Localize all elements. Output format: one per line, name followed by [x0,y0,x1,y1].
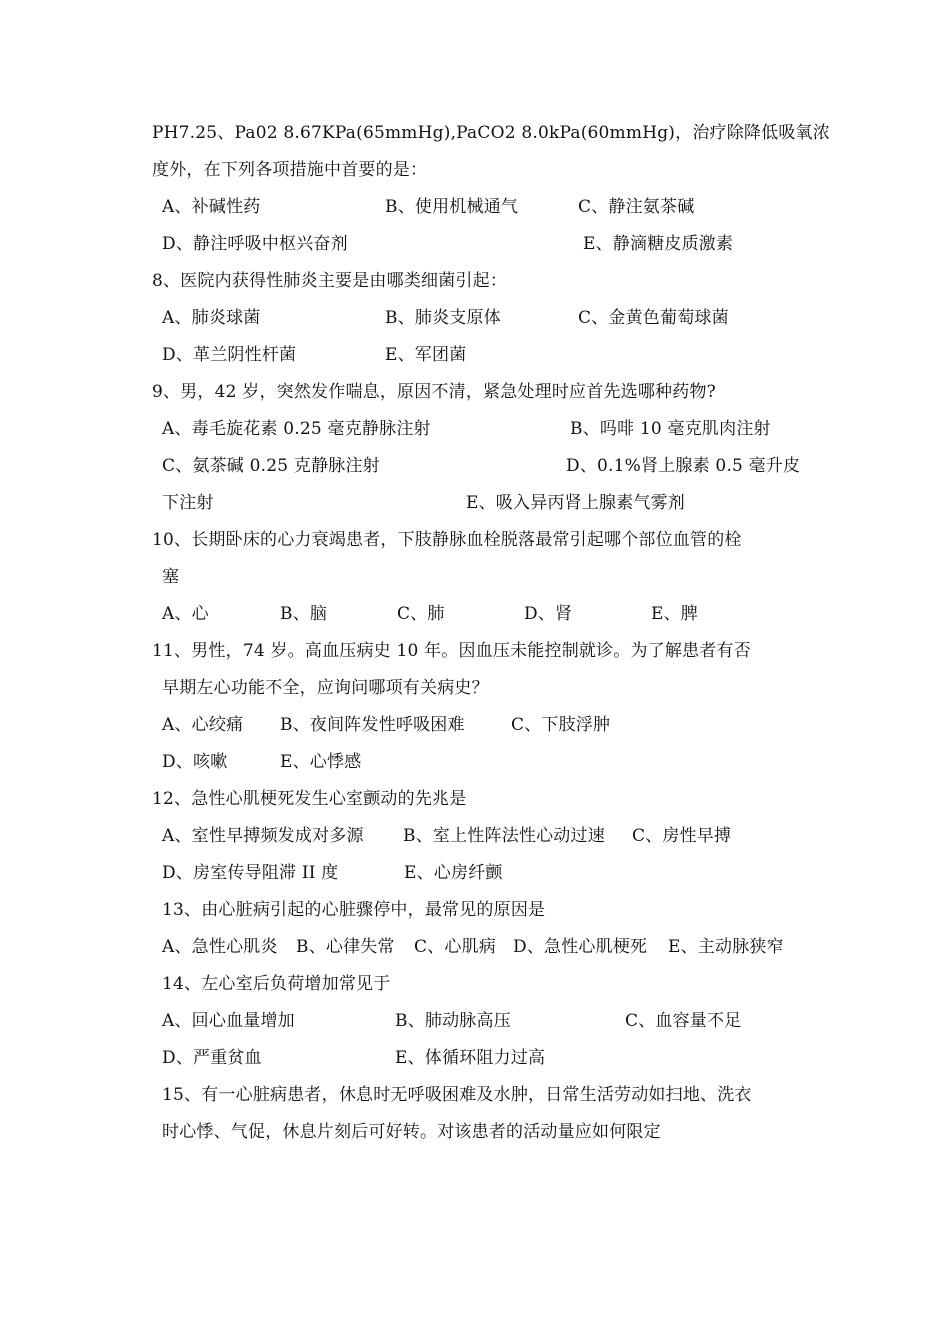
q8-stem: 8、医院内获得性肺炎主要是由哪类细菌引起： [152,271,508,291]
q9-option-c: C、氨茶碱 0.25 克静脉注射 [162,456,380,476]
q11-stem-line1: 11、男性，74 岁。高血压病史 10 年。因血压未能控制就诊。为了解患者有否 [152,641,751,661]
q10-stem-line1: 10、长期卧床的心力衰竭患者，下肢静脉血栓脱落最常引起哪个部位血管的栓 [152,530,742,550]
q11-option-c: C、下肢浮肿 [511,715,611,735]
q9-option-a: A、毒毛旋花素 0.25 毫克静脉注射 [162,419,431,439]
q8-option-b: B、肺炎支原体 [385,308,501,328]
q10-stem-line2: 塞 [162,567,180,587]
q12-option-c: C、房性早搏 [632,826,732,846]
q7-stem-line2: 度外，在下列各项措施中首要的是： [152,160,428,180]
q12-stem: 12、急性心肌梗死发生心室颤动的先兆是 [152,789,467,809]
q14-option-d: D、严重贫血 [162,1048,262,1068]
q8-option-d: D、革兰阴性杆菌 [162,345,297,365]
q12-option-a: A、室性早搏频发成对多源 [162,826,364,846]
q9-option-b: B、吗啡 10 毫克肌肉注射 [570,419,771,439]
q13-option-a: A、急性心肌炎 [162,937,278,957]
q8-option-a: A、肺炎球菌 [162,308,261,328]
q11-option-a: A、心绞痛 [162,715,244,735]
q13-stem: 13、由心脏病引起的心脏骤停中，最常见的原因是 [162,900,546,920]
q7-option-d: D、静注呼吸中枢兴奋剂 [162,234,348,254]
q10-option-e: E、脾 [651,604,699,624]
q12-option-b: B、室上性阵法性心动过速 [403,826,605,846]
q14-option-a: A、回心血量增加 [162,1011,295,1031]
q7-option-a: A、补碱性药 [162,197,261,217]
q13-option-c: C、心肌病 [414,937,497,957]
q15-stem-line1: 15、有一心脏病患者，休息时无呼吸困难及水肿，日常生活劳动如扫地、洗衣 [162,1085,752,1105]
q10-option-c: C、肺 [397,604,445,624]
q9-stem: 9、男，42 岁，突然发作喘息，原因不清，紧急处理时应首先选哪种药物? [152,382,716,402]
q9-option-e: E、吸入异丙肾上腺素气雾剂 [466,493,686,513]
q9-option-d-continued: 下注射 [162,493,214,513]
q7-option-b: B、使用机械通气 [385,197,519,217]
q14-stem: 14、左心室后负荷增加常见于 [162,974,391,994]
q10-option-d: D、肾 [524,604,573,624]
q7-stem-line1: PH7.25、Pa02 8.67KPa(65mmHg),PaCO2 8.0kPa(60mmHg)，治疗除降低吸氧浓 [152,123,830,143]
q11-option-d: D、咳嗽 [162,752,228,772]
q11-option-b: B、夜间阵发性呼吸困难 [280,715,465,735]
q13-option-d: D、急性心肌梗死 [513,937,648,957]
q8-option-e: E、军团菌 [385,345,467,365]
q9-option-d: D、0.1%肾上腺素 0.5 毫升皮 [566,456,801,476]
q7-option-c: C、静注氨茶碱 [578,197,695,217]
q10-option-b: B、脑 [280,604,328,624]
q11-option-e: E、心悸感 [280,752,362,772]
q15-stem-line2: 时心悸、气促，休息片刻后可好转。对该患者的活动量应如何限定 [162,1122,661,1142]
q12-option-e: E、心房纤颤 [404,863,503,883]
q14-option-b: B、肺动脉高压 [395,1011,511,1031]
q7-option-e: E、静滴糖皮质激素 [583,234,734,254]
q13-option-b: B、心律失常 [296,937,395,957]
q10-option-a: A、心 [162,604,209,624]
q12-option-d: D、房室传导阻滞 II 度 [162,863,339,883]
q11-stem-line2: 早期左心功能不全，应询问哪项有关病史？ [162,678,489,698]
q14-option-c: C、血容量不足 [625,1011,742,1031]
q13-option-e: E、主动脉狭窄 [668,937,784,957]
q8-option-c: C、金黄色葡萄球菌 [578,308,729,328]
q14-option-e: E、体循环阻力过高 [395,1048,546,1068]
